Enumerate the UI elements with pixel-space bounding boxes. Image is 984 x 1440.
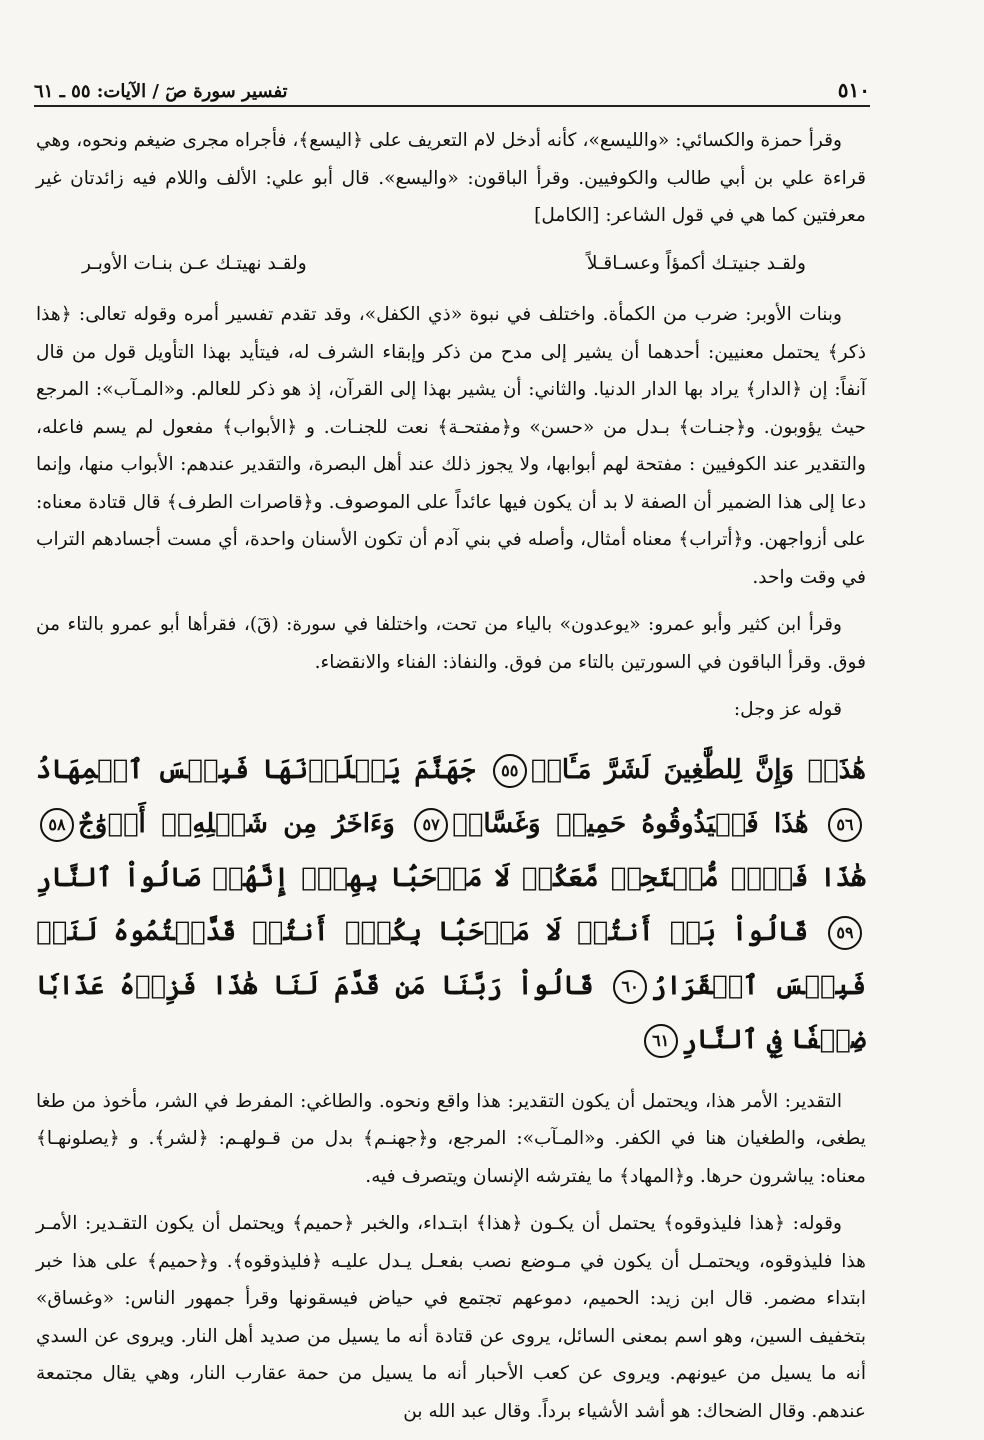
paragraph-3: وقرأ ابن كثير وأبو عمرو: «يوعدون» بالياء من تحت، واختلفا في سورة: (قٓ)، فقرأها أبو عمرو بالتاء من فوق. وقرأ الباقون في السورتين بالتاء من فوق. والنفاذ: الفناء والانقضاء. [36, 614, 866, 673]
verse-text: قَالُواْ رَبَّنَا مَن قَدَّمَ لَنَا هَٰذَا فَزِدۡهُ عَذَابٗا ضِعۡفٗا فِي ٱلنَّارِ [36, 970, 866, 1055]
page-number: ٥١٠ [837, 78, 870, 102]
verse-text: جَهَنَّمَ يَصۡلَوۡنَهَا فَبِئۡسَ ٱلۡمِهَادُ [36, 754, 476, 785]
verse-number-marker: ٥٧ [414, 808, 448, 842]
page-body [36, 122, 866, 1440]
verse-number-marker: ٦١ [644, 1024, 678, 1058]
poem-hemistich-first: ولقـد جنيتـك أكمؤاً وعسـاقـلاً [586, 252, 806, 274]
verse-number-marker: ٥٨ [40, 808, 74, 842]
running-title: تفسير سورة صٓ / الآيات: ٥٥ ـ ٦١ [34, 81, 288, 102]
poem-verse [36, 245, 866, 283]
quran-passage [36, 743, 866, 1067]
paragraph-1: وقرأ حمزة والكسائي: «والليسع»، كأنه أدخل لام التعريف على ﴿اليسع﴾، فأجراه مجرى ضيغم ونحوه، وهي قراءة علي بن أبي طالب والكوفيين. وقرأ الباقون: «واليسع». قال أبو علي: الألف واللام فيه زائدتان غير معرفتين كما هي في قول الشاعر: [الكامل] [36, 130, 866, 226]
paragraph-5: وقوله: ﴿هذا فليذوقوه﴾ يحتمل أن يكـون ﴿هذا﴾ ابتـداء، والخبر ﴿حميم﴾ ويحتمل أن يكون التقـدير: الأمـر هذا فليذوقوه، ويحتمـل أن يكون في مـوضع نصب بفعـل يـدل عليـه ﴿فليذوقوه﴾. و﴿حميم﴾ على هذا خبر ابتداء مضمر. قال ابن زيد: الحميم، دموعهم تجتمع في حياض فيسقونها وقرأ جمهور الناس: «وغساق» بتخفيف السين، وهو اسم بمعنى السائل، يروى عن قتادة أنه ما يسيل من صديد أهل النار. ويروى عن السدي أنه ما يسيل من عيونهم. ويروى عن كعب الأحبار أنه ما يسيل من حمة عقارب النار، وهي يقال مجتمعة عندهم. وقال الضحاك: هو أشد الأشياء برداً. وقال عبد الله بن [36, 1213, 866, 1422]
verse-number-marker: ٥٥ [493, 754, 527, 788]
verse-text: وَءَاخَرُ مِن شَكۡلِهِۦٓ أَزۡوَٰجٌ [78, 808, 395, 839]
verse-text: هَٰذَا فَلۡيَذُوقُوهُ حَمِيمٞ وَغَسَّاقٞ [452, 808, 809, 839]
verse-number-marker: ٥٦ [828, 808, 862, 842]
paragraph-4: التقدير: الأمر هذا، ويحتمل أن يكون التقدير: هذا واقع ونحوه. والطاغي: المفرط في الشر، مأخوذ من طغا يطغى، والطغيان هنا في الكفر. و«المـآب»: المرجع، و﴿جهنـم﴾ بدل من قـولهـم: ﴿لشر﴾. و ﴿يصلونهـا﴾ معناه: يباشرون حرها. و﴿المهاد﴾ ما يفترشه الإنسان ويتصرف فيه. [36, 1090, 866, 1187]
paragraph-2: وبنات الأوبر: ضرب من الكمأة. واختلف في نبوة «ذي الكفل»، وقد تقدم تفسير أمره وقوله تعالى: ﴿هذا ذكر﴾ يحتمل معنيين: أحدهما أن يشير إلى مدح من ذكر وإبقاء الشرف له، فيتأيد بهذا التأويل قول من قال آنفاً: إن ﴿الدار﴾ يراد بها الدار الدنيا. والثاني: أن يشير بهذا إلى القرآن، إذ هو ذكر للعالم. و«المـآب»: المرجع حيث يؤوبون. و﴿جنـات﴾ بـدل من «حسن» و﴿مفتحـة﴾ نعت للجنـات. و ﴿الأبواب﴾ مفعول لم يسم فاعله، والتقدير عند الكوفيين : مفتحة لهم أبوابها، ولا يجوز ذلك عند أهل البصرة، والتقدير عندهم: الأبواب منها، وإنما دعا إلى هذا الضمير أن الصفة لا بد أن يكون فيها عائداً على الموصوف. و﴿قاصرات الطرف﴾ قال قتادة معناه: على أزواجهن. و﴿أتراب﴾ معناه أمثال، وأصله في بني آدم أن تكون الأسنان واحدة، أي مست أجسادهم التراب في وقت واحد. [36, 304, 866, 588]
quran-intro: قوله عز وجل: [733, 699, 842, 720]
page-header [34, 70, 870, 107]
verse-number-marker: ٦٠ [613, 970, 647, 1004]
verse-text: هَٰذَا فَوۡجٞ مُّقۡتَحِمٞ مَّعَكُمۡ لَا مَرۡحَبَۢا بِهِمۡۚ إِنَّهُمۡ صَالُواْ ٱلنَّارِ [36, 862, 866, 893]
verse-number-marker: ٥٩ [828, 916, 862, 950]
verse-text: هَٰذَاۚ وَإِنَّ لِلطَّٰغِينَ لَشَرَّ مَـَٔابٖ [530, 754, 866, 785]
poem-hemistich-second: ولقـد نهيتـك عـن بنـات الأوبـر [82, 252, 307, 274]
verse-text: قَالُواْ بَلۡ أَنتُمۡ لَا مَرۡحَبَۢا بِكُمۡۖ أَنتُمۡ قَدَّمۡتُمُوهُ لَنَاۖ فَبِئۡسَ ٱلۡقَرَارُ [36, 916, 866, 1001]
